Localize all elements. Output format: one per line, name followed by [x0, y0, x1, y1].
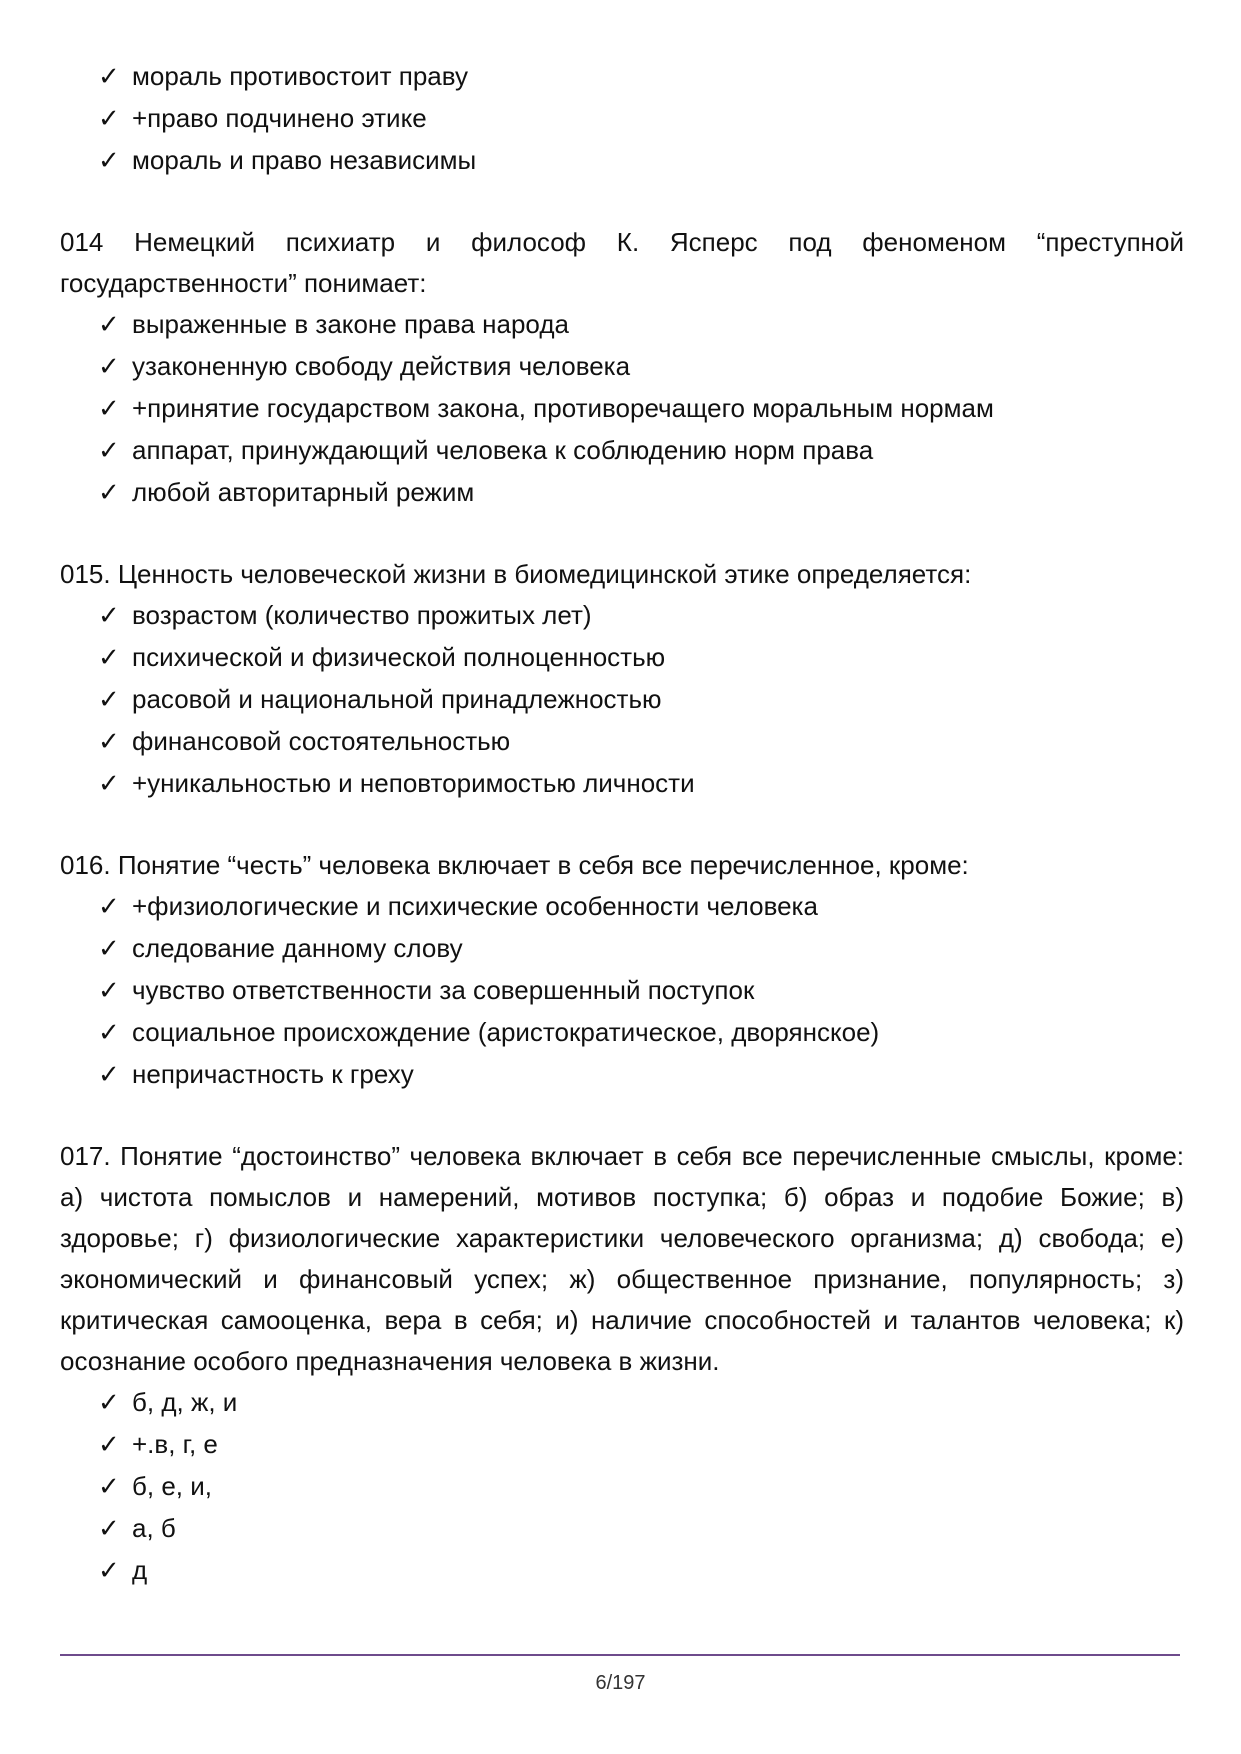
footer-divider	[60, 1654, 1180, 1656]
checkmark-icon: ✓	[98, 146, 120, 176]
checkmark-icon: ✓	[98, 601, 120, 631]
answer-option-text: социальное происхождение (аристократическое, дворянское)	[132, 1017, 880, 1047]
checkmark-icon: ✓	[98, 643, 120, 673]
checkmark-icon: ✓	[98, 685, 120, 715]
answer-option	[60, 1466, 1184, 1508]
question-block	[60, 56, 1184, 182]
answer-option-text: расовой и национальной принадлежностью	[132, 684, 662, 714]
checkmark-icon: ✓	[98, 394, 120, 424]
question-text: 015. Ценность человеческой жизни в биомедицинской этике определяется:	[60, 559, 972, 589]
answer-option	[60, 970, 1184, 1012]
answer-option-text: следование данному слову	[132, 933, 463, 963]
checkmark-icon: ✓	[98, 934, 120, 964]
checkmark-icon: ✓	[98, 1060, 120, 1090]
question-block	[60, 845, 1184, 1096]
checkmark-icon: ✓	[98, 352, 120, 382]
checkmark-icon: ✓	[98, 104, 120, 134]
checkmark-icon: ✓	[98, 892, 120, 922]
answer-option-text: +физиологические и психические особенности человека	[132, 891, 818, 921]
answer-option	[60, 140, 1184, 182]
answer-options-list	[60, 56, 1184, 182]
answer-option	[60, 763, 1184, 805]
checkmark-icon: ✓	[98, 310, 120, 340]
page-content	[60, 56, 1184, 1632]
checkmark-icon: ✓	[98, 1556, 120, 1586]
answer-option-text: любой авторитарный режим	[132, 477, 475, 507]
answer-option	[60, 430, 1184, 472]
checkmark-icon: ✓	[98, 1018, 120, 1048]
answer-option	[60, 388, 1184, 430]
answer-option-text: д	[132, 1555, 148, 1585]
checkmark-icon: ✓	[98, 1388, 120, 1418]
answer-option-text: +.в, г, е	[132, 1429, 218, 1459]
checkmark-icon: ✓	[98, 1430, 120, 1460]
answer-option-text: выраженные в законе права народа	[132, 309, 569, 339]
answer-option	[60, 595, 1184, 637]
checkmark-icon: ✓	[98, 1514, 120, 1544]
checkmark-icon: ✓	[98, 769, 120, 799]
question-text: 014 Немецкий психиатр и философ К. Ясперс под феноменом “преступной государственности” понимает:	[60, 227, 1184, 298]
checkmark-icon: ✓	[98, 1472, 120, 1502]
answer-option-text: б, д, ж, и	[132, 1387, 238, 1417]
answer-options-list	[60, 886, 1184, 1096]
answer-option-text: а, б	[132, 1513, 176, 1543]
answer-options-list	[60, 595, 1184, 805]
answer-option	[60, 56, 1184, 98]
answer-option	[60, 721, 1184, 763]
checkmark-icon: ✓	[98, 478, 120, 508]
answer-option-text: узаконенную свободу действия человека	[132, 351, 631, 381]
question-text: 017. Понятие “достоинство” человека включает в себя все перечисленные смыслы, кроме: а) чистота помыслов и намерений, мотивов поступка; б) образ и подобие Божие; в) здоровье; г) физиологические характеристики человеческого организма; д) свобода; е) экономический и финансовый успех; ж) общественное признание, популярность; з) критическая самооценка, вера в себя; и) наличие способностей и талантов человека; к) осознание особого предназначения человека в жизни.	[60, 1141, 1184, 1376]
answer-option	[60, 346, 1184, 388]
answer-option-text: +уникальностью и неповторимостью личности	[132, 768, 695, 798]
answer-option	[60, 637, 1184, 679]
answer-option-text: финансовой состоятельностью	[132, 726, 511, 756]
answer-option-text: психической и физической полноценностью	[132, 642, 666, 672]
answer-option-text: мораль и право независимы	[132, 145, 477, 175]
answer-option-text: непричастность к греху	[132, 1059, 414, 1089]
page-number: 6/197	[595, 1672, 646, 1694]
answer-option-text: аппарат, принуждающий человека к соблюдению норм права	[132, 435, 874, 465]
answer-option	[60, 304, 1184, 346]
answer-option	[60, 886, 1184, 928]
answer-option	[60, 1382, 1184, 1424]
answer-option-text: чувство ответственности за совершенный поступок	[132, 975, 755, 1005]
question-block	[60, 1136, 1184, 1592]
answer-option	[60, 1054, 1184, 1096]
answer-option-text: +принятие государством закона, противоречащего моральным нормам	[132, 393, 994, 423]
answer-option-text: б, е, и,	[132, 1471, 212, 1501]
checkmark-icon: ✓	[98, 976, 120, 1006]
checkmark-icon: ✓	[98, 62, 120, 92]
answer-option-text: возрастом (количество прожитых лет)	[132, 600, 592, 630]
question-block	[60, 554, 1184, 805]
answer-option	[60, 472, 1184, 514]
answer-option	[60, 928, 1184, 970]
answer-option	[60, 1508, 1184, 1550]
question-text: 016. Понятие “честь” человека включает в себя все перечисленное, кроме:	[60, 850, 969, 880]
answer-option	[60, 1012, 1184, 1054]
answer-options-list	[60, 1382, 1184, 1592]
answer-option-text: +право подчинено этике	[132, 103, 427, 133]
checkmark-icon: ✓	[98, 727, 120, 757]
answer-option	[60, 1424, 1184, 1466]
answer-option	[60, 98, 1184, 140]
answer-options-list	[60, 304, 1184, 514]
answer-option	[60, 679, 1184, 721]
answer-option-text: мораль противостоит праву	[132, 61, 469, 91]
answer-option	[60, 1550, 1184, 1592]
question-block	[60, 222, 1184, 514]
checkmark-icon: ✓	[98, 436, 120, 466]
